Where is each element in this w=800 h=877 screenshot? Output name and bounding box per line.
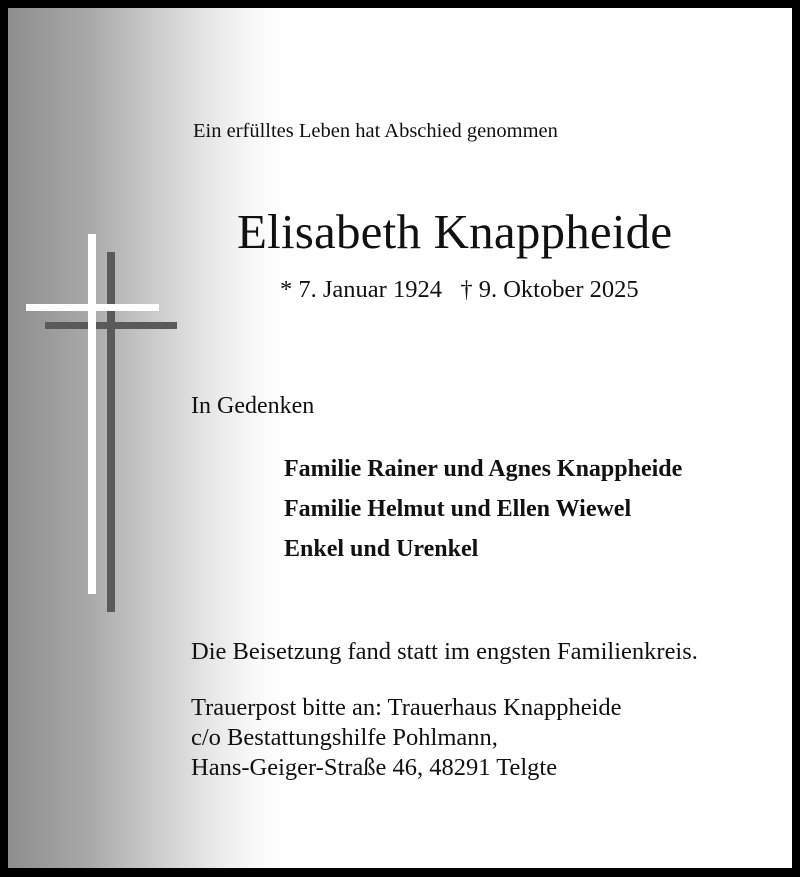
cross-light-vertical xyxy=(88,234,96,594)
mourner-line: Familie Helmut und Ellen Wiewel xyxy=(284,496,632,522)
obituary-card xyxy=(8,8,792,868)
burial-note: Die Beisetzung fand statt im engsten Familienkreis. xyxy=(191,638,698,665)
life-dates: * 7. Januar 1924 † 9. Oktober 2025 xyxy=(280,276,639,303)
intro-text: Ein erfülltes Leben hat Abschied genommen xyxy=(193,120,558,142)
deceased-name: Elisabeth Knappheide xyxy=(237,204,673,259)
mourner-line: Enkel und Urenkel xyxy=(284,536,479,562)
mourner-line: Familie Rainer und Agnes Knappheide xyxy=(284,456,683,482)
memorial-heading: In Gedenken xyxy=(191,393,315,419)
cross-light-horizontal xyxy=(26,304,159,311)
cross-dark-horizontal xyxy=(45,322,177,329)
address-line: c/o Bestattungshilfe Pohlmann, xyxy=(191,724,498,751)
address-line: Hans-Geiger-Straße 46, 48291 Telgte xyxy=(191,754,558,781)
address-line: Trauerpost bitte an: Trauerhaus Knappheide xyxy=(191,694,622,721)
